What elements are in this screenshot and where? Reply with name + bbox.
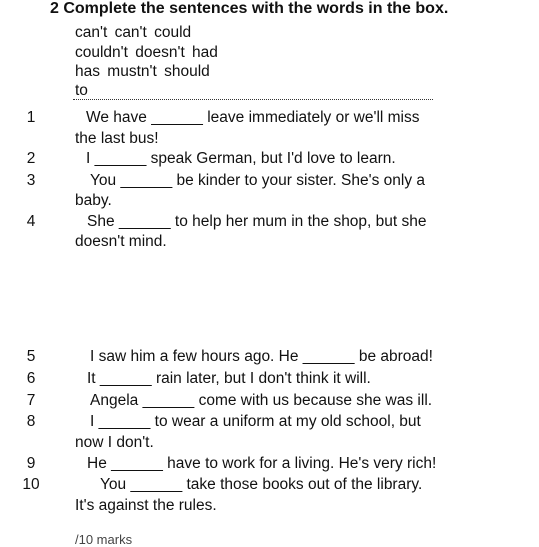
word-box-line: can't can't could	[75, 24, 192, 41]
item-number: 10	[22, 476, 40, 493]
item-text-continued: doesn't mind.	[75, 233, 167, 250]
item-text: I saw him a few hours ago. He ______ be abroad!	[90, 348, 433, 365]
word-box-divider	[73, 99, 433, 100]
item-text: I ______ speak German, but I'd love to learn.	[86, 150, 396, 167]
item-text-continued: now I don't.	[75, 434, 154, 451]
word-box-line: has mustn't should	[75, 63, 210, 80]
item-text: She ______ to help her mum in the shop, but she	[87, 213, 427, 230]
item-text: Angela ______ come with us because she was ill.	[90, 392, 433, 409]
item-number: 9	[26, 455, 36, 472]
marks-total: /10 marks	[75, 532, 133, 547]
exercise-title: 2 Complete the sentences with the words in the box.	[50, 0, 449, 17]
item-text: You ______ be kinder to your sister. She's only a	[90, 172, 425, 189]
item-text: We have ______ leave immediately or we'll miss	[86, 109, 420, 126]
item-number: 5	[26, 348, 36, 365]
item-number: 7	[26, 392, 36, 409]
item-text: It ______ rain later, but I don't think it will.	[87, 370, 371, 387]
item-number: 3	[26, 172, 36, 189]
item-number: 2	[26, 150, 36, 167]
item-text: He ______ have to work for a living. He's very rich!	[87, 455, 437, 472]
item-number: 8	[26, 413, 36, 430]
word-box-line: to	[75, 82, 88, 99]
item-text: I ______ to wear a uniform at my old school, but	[90, 413, 421, 430]
item-number: 1	[26, 109, 36, 126]
item-number: 4	[26, 213, 36, 230]
item-text-continued: baby.	[75, 192, 112, 209]
item-text-continued: It's against the rules.	[75, 497, 217, 514]
word-box-line: couldn't doesn't had	[75, 44, 218, 61]
item-text: You ______ take those books out of the library.	[100, 476, 423, 493]
item-text-continued: the last bus!	[75, 130, 159, 147]
item-number: 6	[26, 370, 36, 387]
